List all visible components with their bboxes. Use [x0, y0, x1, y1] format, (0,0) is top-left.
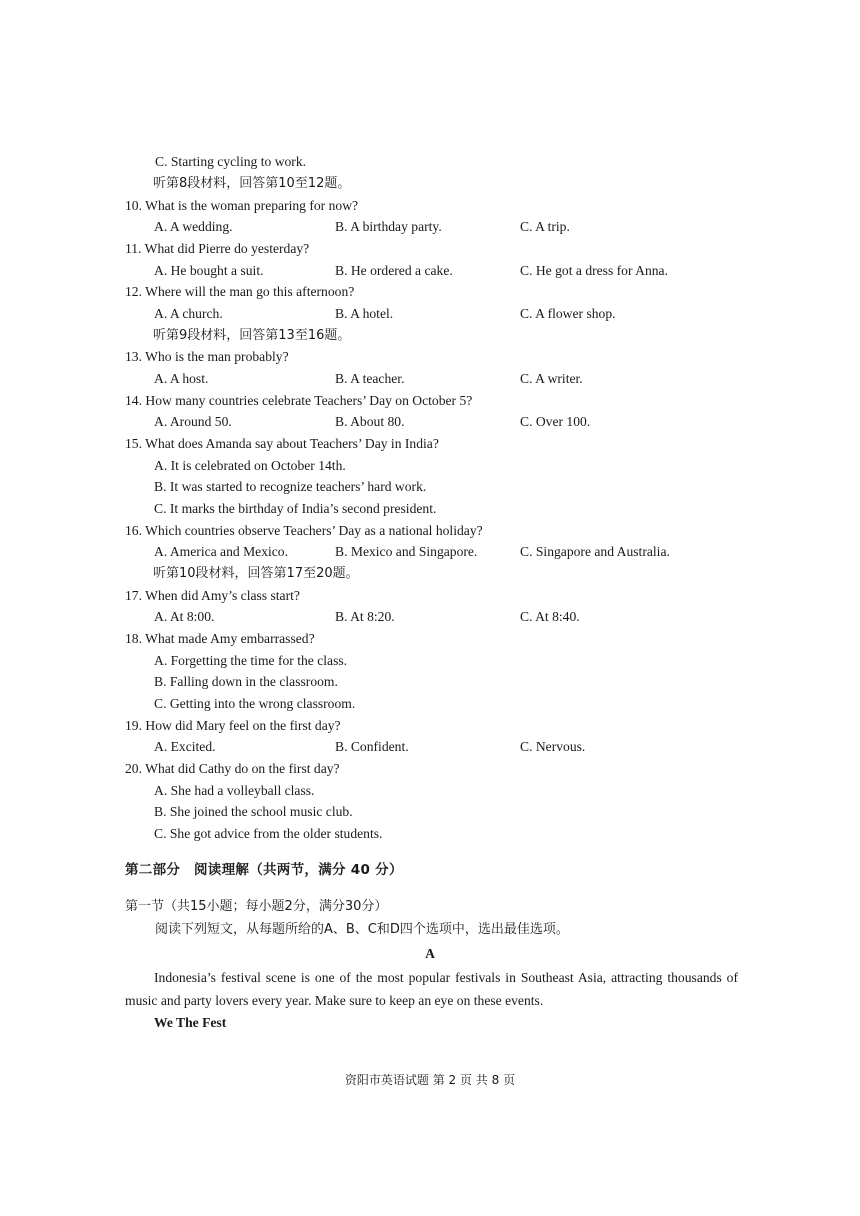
q18-option-b: B. Falling down in the classroom. — [154, 674, 338, 689]
part-2-title: 第二部分 阅读理解（共两节，满分 40 分） — [125, 862, 403, 878]
q20-option-a: A. She had a volleyball class. — [154, 783, 315, 798]
page-footer: 资阳市英语试题 第 2 页 共 8 页 — [344, 1073, 516, 1087]
q14-option-a: A. Around 50. — [154, 414, 232, 429]
question-20: 20. What did Cathy do on the first day? — [125, 761, 340, 776]
q12-option-a: A. A church. — [154, 306, 223, 321]
section-9-instruction: 听第9段材料，回答第13至16题。 — [153, 328, 351, 343]
question-12: 12. Where will the man go this afternoon? — [125, 284, 355, 299]
passage-subheading: We The Fest — [154, 1015, 227, 1030]
q16-option-a: A. America and Mexico. — [154, 544, 289, 559]
section-1-instruction: 阅读下列短文，从每题所给的A、B、C和D四个选项中，选出最佳选项。 — [155, 922, 569, 937]
q14-option-c: C. Over 100. — [520, 414, 591, 429]
q13-option-a: A. A host. — [154, 371, 209, 386]
q15-option-c: C. It marks the birthday of India’s second president. — [154, 501, 437, 516]
question-13: 13. Who is the man probably? — [125, 349, 289, 364]
q17-option-a: A. At 8:00. — [154, 609, 215, 624]
question-16: 16. Which countries observe Teachers’ Day as a national holiday? — [125, 523, 483, 538]
q16-option-b: B. Mexico and Singapore. — [335, 544, 478, 559]
q10-option-a: A. A wedding. — [154, 219, 233, 234]
q15-option-b: B. It was started to recognize teachers’ hard work. — [154, 479, 427, 494]
passage-label: A — [425, 946, 435, 961]
q11-option-b: B. He ordered a cake. — [335, 263, 453, 278]
q20-option-b: B. She joined the school music club. — [154, 804, 353, 819]
section-1-title: 第一节（共15小题；每小题2分，满分30分） — [125, 899, 388, 914]
question-18: 18. What made Amy embarrassed? — [125, 631, 315, 646]
question-10: 10. What is the woman preparing for now? — [125, 198, 359, 213]
q10-option-c: C. A trip. — [520, 219, 570, 234]
section-10-instruction: 听第10段材料，回答第17至20题。 — [153, 566, 359, 581]
q14-option-b: B. About 80. — [335, 414, 405, 429]
question-11: 11. What did Pierre do yesterday? — [125, 241, 310, 256]
q13-option-b: B. A teacher. — [335, 371, 405, 386]
question-15: 15. What does Amanda say about Teachers’ Day in India? — [125, 436, 439, 451]
q18-option-c: C. Getting into the wrong classroom. — [154, 696, 356, 711]
q9-option-c: C. Starting cycling to work. — [155, 154, 307, 169]
q12-option-c: C. A flower shop. — [520, 306, 616, 321]
q12-option-b: B. A hotel. — [335, 306, 394, 321]
passage-paragraph: Indonesia’s festival scene is one of the most popular festivals in Southeast Asia, attracting thousands of music and party lovers every year. Make sure to keep an eye on these events. — [125, 970, 738, 1008]
q17-option-c: C. At 8:40. — [520, 609, 580, 624]
q19-option-c: C. Nervous. — [520, 739, 586, 754]
q19-option-a: A. Excited. — [154, 739, 216, 754]
q20-option-c: C. She got advice from the older students. — [154, 826, 383, 841]
q11-option-c: C. He got a dress for Anna. — [520, 263, 668, 278]
q16-option-c: C. Singapore and Australia. — [520, 544, 670, 559]
question-19: 19. How did Mary feel on the first day? — [125, 718, 341, 733]
q11-option-a: A. He bought a suit. — [154, 263, 264, 278]
q18-option-a: A. Forgetting the time for the class. — [154, 653, 348, 668]
section-8-instruction: 听第8段材料，回答第10至12题。 — [153, 176, 351, 191]
q19-option-b: B. Confident. — [335, 739, 409, 754]
q10-option-b: B. A birthday party. — [335, 219, 442, 234]
question-14: 14. How many countries celebrate Teachers’ Day on October 5? — [125, 393, 473, 408]
q17-option-b: B. At 8:20. — [335, 609, 395, 624]
q15-option-a: A. It is celebrated on October 14th. — [154, 458, 346, 473]
q13-option-c: C. A writer. — [520, 371, 583, 386]
question-17: 17. When did Amy’s class start? — [125, 588, 300, 603]
